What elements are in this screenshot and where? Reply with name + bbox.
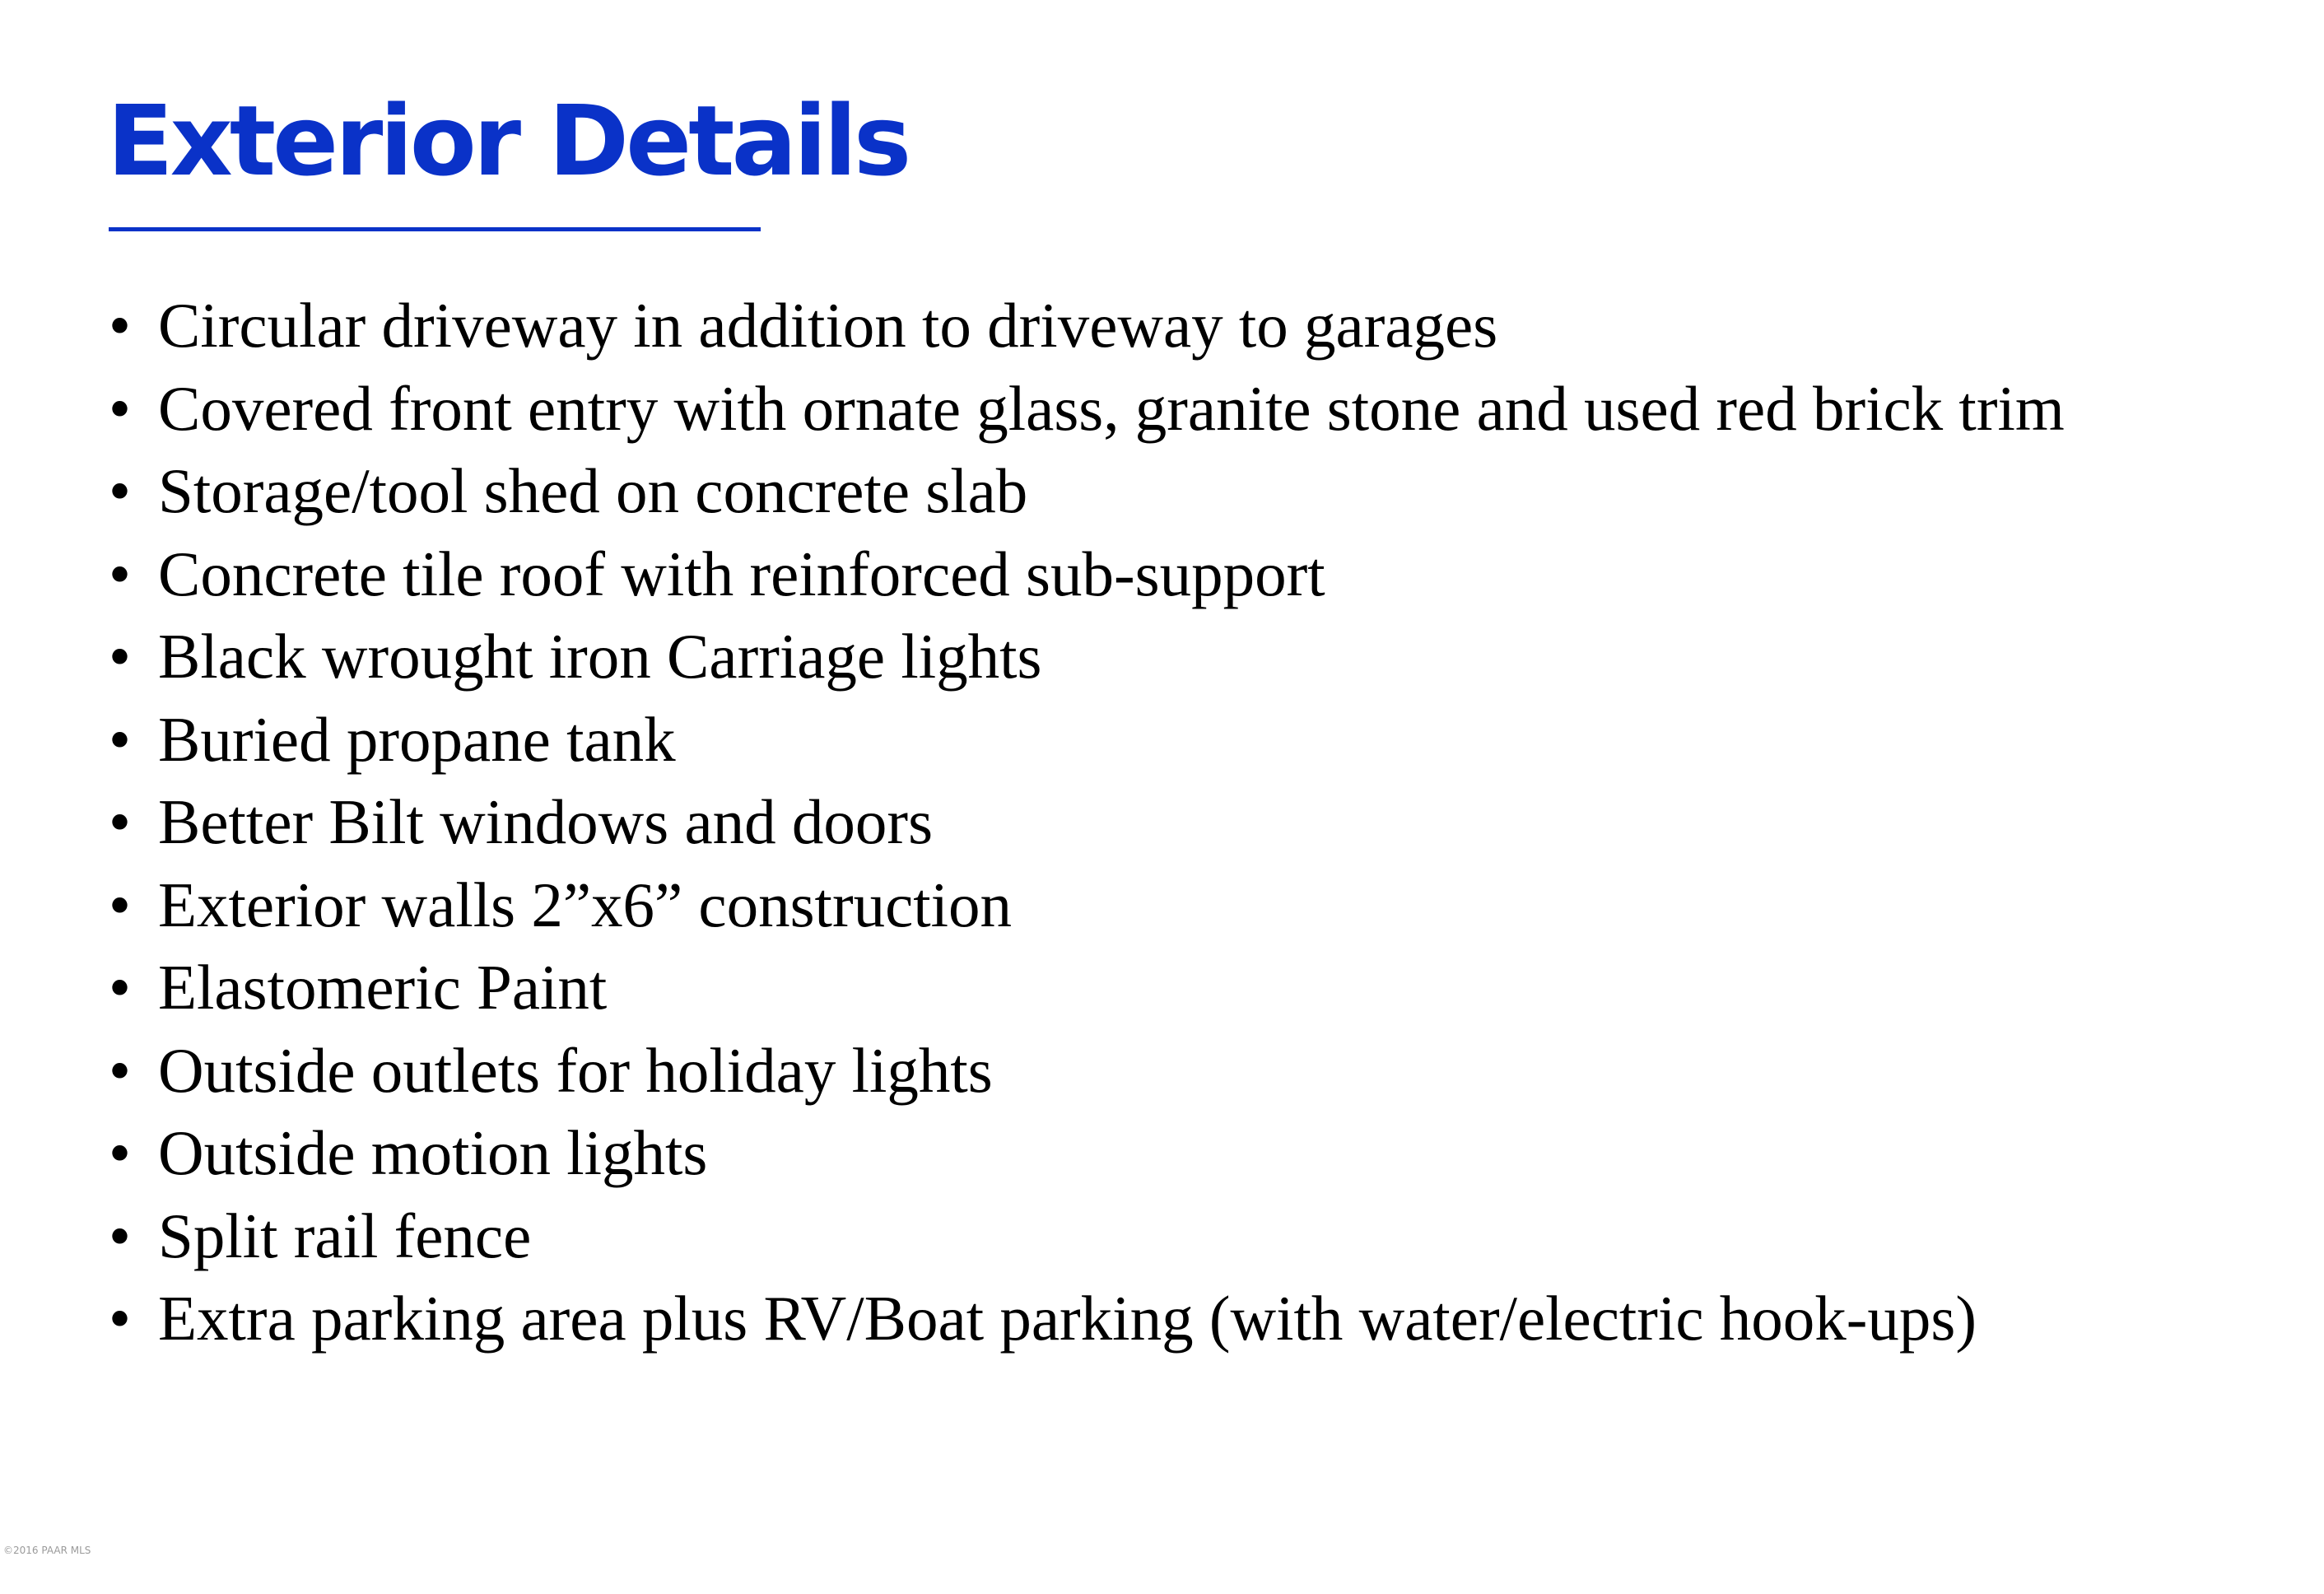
list-item: [109, 450, 2065, 533]
list-item-text: Outside motion lights: [158, 1117, 708, 1188]
list-item-text: Exterior walls 2”x6” construction: [158, 869, 1013, 940]
list-item: [109, 284, 2065, 367]
list-item-text: Extra parking area plus RV/Boat parking (with water/electric hook-ups): [158, 1283, 1977, 1354]
bullet-icon: •: [109, 1200, 131, 1271]
list-item-text: Storage/tool shed on concrete slab: [158, 455, 1028, 526]
bullet-icon: •: [109, 372, 131, 444]
feature-list: [109, 284, 2065, 1360]
list-item-text: Split rail fence: [158, 1200, 532, 1271]
list-item: [109, 946, 2065, 1029]
list-item: [109, 864, 2065, 947]
bullet-icon: •: [109, 455, 131, 526]
mls-watermark: ©2016 PAAR MLS: [3, 1545, 91, 1556]
list-item: [109, 1029, 2065, 1112]
list-item-text: Better Bilt windows and doors: [158, 786, 934, 857]
list-item: [109, 698, 2065, 781]
list-item-text: Black wrought iron Carriage lights: [158, 621, 1042, 692]
bullet-icon: •: [109, 1034, 131, 1106]
list-item-text: Outside outlets for holiday lights: [158, 1034, 993, 1106]
list-item: [109, 615, 2065, 698]
bullet-icon: •: [109, 786, 131, 857]
list-item: [109, 781, 2065, 864]
list-item-text: Circular driveway in addition to driveway to garages: [158, 290, 1498, 361]
list-item-text: Concrete tile roof with reinforced sub-support: [158, 538, 1325, 609]
list-item: [109, 1277, 2065, 1360]
list-item-text: Covered front entry with ornate glass, granite stone and used red brick trim: [158, 372, 2065, 444]
list-item: [109, 367, 2065, 450]
list-item: [109, 1112, 2065, 1195]
bullet-icon: •: [109, 703, 131, 775]
bullet-icon: •: [109, 621, 131, 692]
page-title: Exterior Details: [107, 84, 909, 198]
list-item: [109, 533, 2065, 616]
bullet-icon: •: [109, 1117, 131, 1188]
list-item: [109, 1195, 2065, 1278]
bullet-icon: •: [109, 952, 131, 1023]
title-underline: [109, 227, 761, 231]
list-item-text: Buried propane tank: [158, 703, 676, 775]
bullet-icon: •: [109, 869, 131, 940]
bullet-icon: •: [109, 290, 131, 361]
bullet-icon: •: [109, 538, 131, 609]
list-item-text: Elastomeric Paint: [158, 952, 608, 1023]
bullet-icon: •: [109, 1283, 131, 1354]
